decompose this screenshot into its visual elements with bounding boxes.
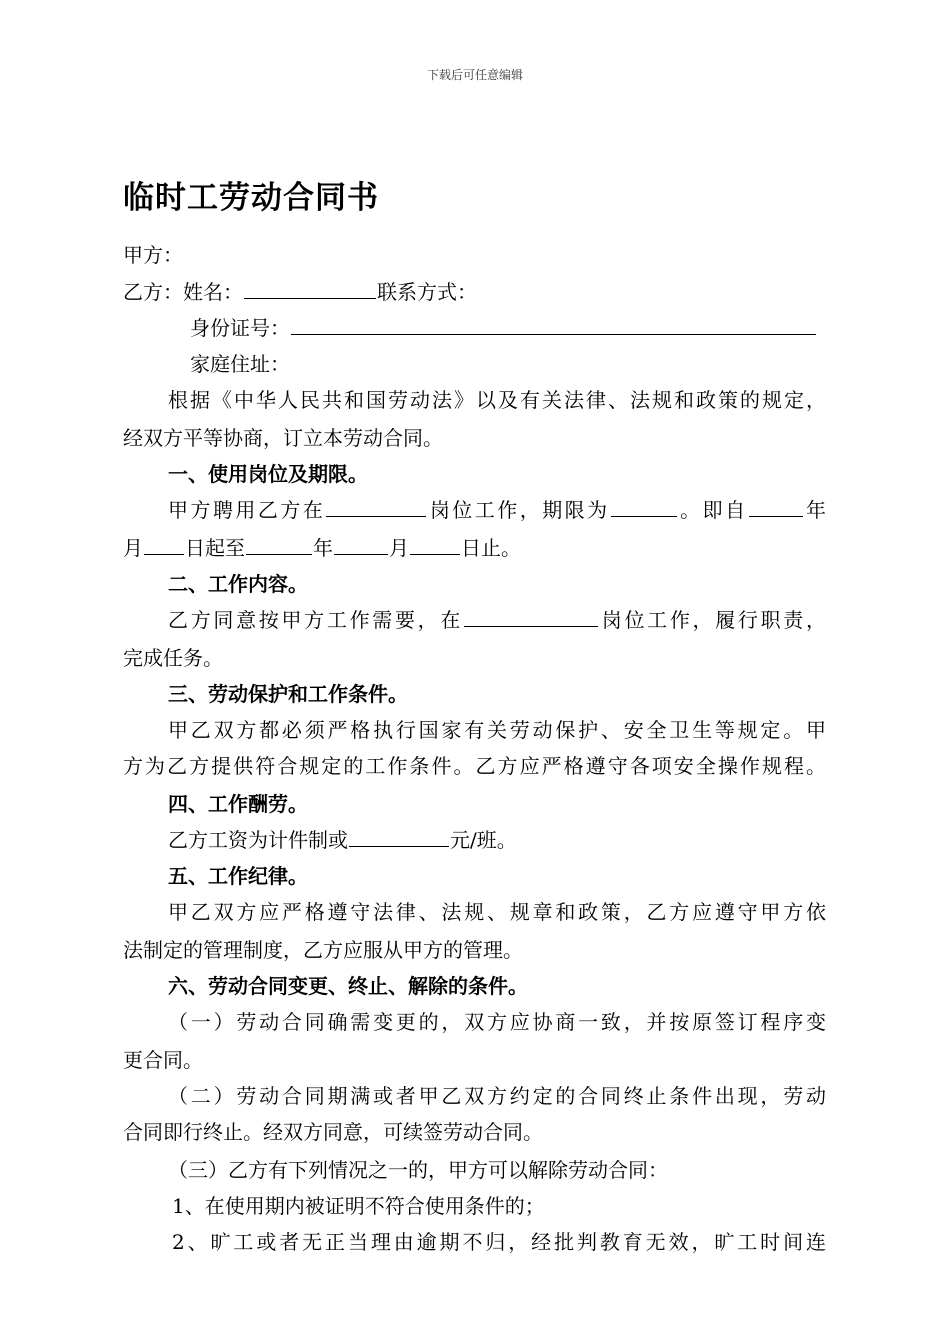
section-6-p3: （三）乙方有下列情况之一的，甲方可以解除劳动合同： bbox=[168, 1158, 668, 1182]
id-number-blank[interactable] bbox=[291, 314, 816, 335]
section-6-item-1: 1、在使用期内被证明不符合使用条件的； bbox=[172, 1194, 545, 1218]
end-day-blank[interactable] bbox=[410, 534, 460, 555]
start-month-blank[interactable] bbox=[144, 534, 184, 555]
term-blank[interactable] bbox=[611, 496, 677, 517]
section-2-line-1: 乙方同意按甲方工作需要，在 岗位工作，履行职责， bbox=[168, 608, 827, 632]
section-4-heading: 四、工作酬劳。 bbox=[168, 792, 308, 816]
party-a-line bbox=[123, 241, 183, 269]
id-number-line bbox=[190, 314, 817, 342]
section-6-item-2: 2、旷工或者无正当理由逾期不归，经批判教育无效，旷工时间连 bbox=[172, 1230, 826, 1254]
section-3-heading: 三、劳动保护和工作条件。 bbox=[168, 682, 408, 706]
party-b-name-label: 乙方：姓名： bbox=[123, 280, 243, 304]
party-a-label: 甲方： bbox=[123, 243, 183, 267]
section-2-heading: 二、工作内容。 bbox=[168, 572, 308, 596]
section-6-p1-line-1: （一）劳动合同确需变更的，双方应协商一致，并按原签订程序变 bbox=[168, 1010, 826, 1034]
address-label: 家庭住址： bbox=[190, 352, 290, 376]
section-2-line-2: 完成任务。 bbox=[123, 646, 223, 670]
post-blank[interactable] bbox=[326, 496, 426, 517]
end-year-blank[interactable] bbox=[246, 534, 312, 555]
section-6-p2-line-2: 合同即行终止。经双方同意，可续签劳动合同。 bbox=[123, 1120, 543, 1144]
page-title: 临时工劳动合同书 bbox=[123, 180, 379, 216]
wage-blank[interactable] bbox=[349, 826, 449, 847]
end-month-blank[interactable] bbox=[334, 534, 388, 555]
address-line bbox=[190, 350, 290, 378]
name-blank[interactable] bbox=[244, 278, 376, 299]
section-6-p2-line-1: （二）劳动合同期满或者甲乙双方约定的合同终止条件出现，劳动 bbox=[168, 1084, 826, 1108]
section-5-heading: 五、工作纪律。 bbox=[168, 864, 308, 888]
section-3-line-2: 方为乙方提供符合规定的工作条件。乙方应严格遵守各项安全操作规程。 bbox=[123, 754, 826, 778]
intro-line-2: 经双方平等协商，订立本劳动合同。 bbox=[123, 426, 443, 450]
id-number-label: 身份证号： bbox=[190, 316, 290, 340]
section-5-line-2: 法制定的管理制度，乙方应服从甲方的管理。 bbox=[123, 938, 523, 962]
work-post-blank[interactable] bbox=[464, 606, 598, 627]
contact-label: 联系方式： bbox=[377, 280, 477, 304]
section-4-line-1: 乙方工资为计件制或 元/班。 bbox=[168, 828, 517, 852]
start-year-blank[interactable] bbox=[749, 496, 803, 517]
party-b-line bbox=[123, 278, 477, 306]
header-note: 下载后可任意编辑 bbox=[426, 68, 523, 82]
section-6-p1-line-2: 更合同。 bbox=[123, 1048, 203, 1072]
section-1-heading: 一、使用岗位及期限。 bbox=[168, 462, 368, 486]
section-3-line-1: 甲乙双方都必须严格执行国家有关劳动保护、安全卫生等规定。甲 bbox=[168, 718, 826, 742]
intro-line-1: 根据《中华人民共和国劳动法》以及有关法律、法规和政策的规定， bbox=[168, 388, 826, 412]
section-6-heading: 六、劳动合同变更、终止、解除的条件。 bbox=[168, 974, 528, 998]
section-5-line-1: 甲乙双方应严格遵守法律、法规、规章和政策，乙方应遵守甲方依 bbox=[168, 900, 826, 924]
section-1-line-2: 月 日起至 年 月 日止。 bbox=[123, 536, 521, 560]
section-1-line-1: 甲方聘用乙方在 岗位工作，期限为 。即自 年 bbox=[168, 498, 827, 522]
